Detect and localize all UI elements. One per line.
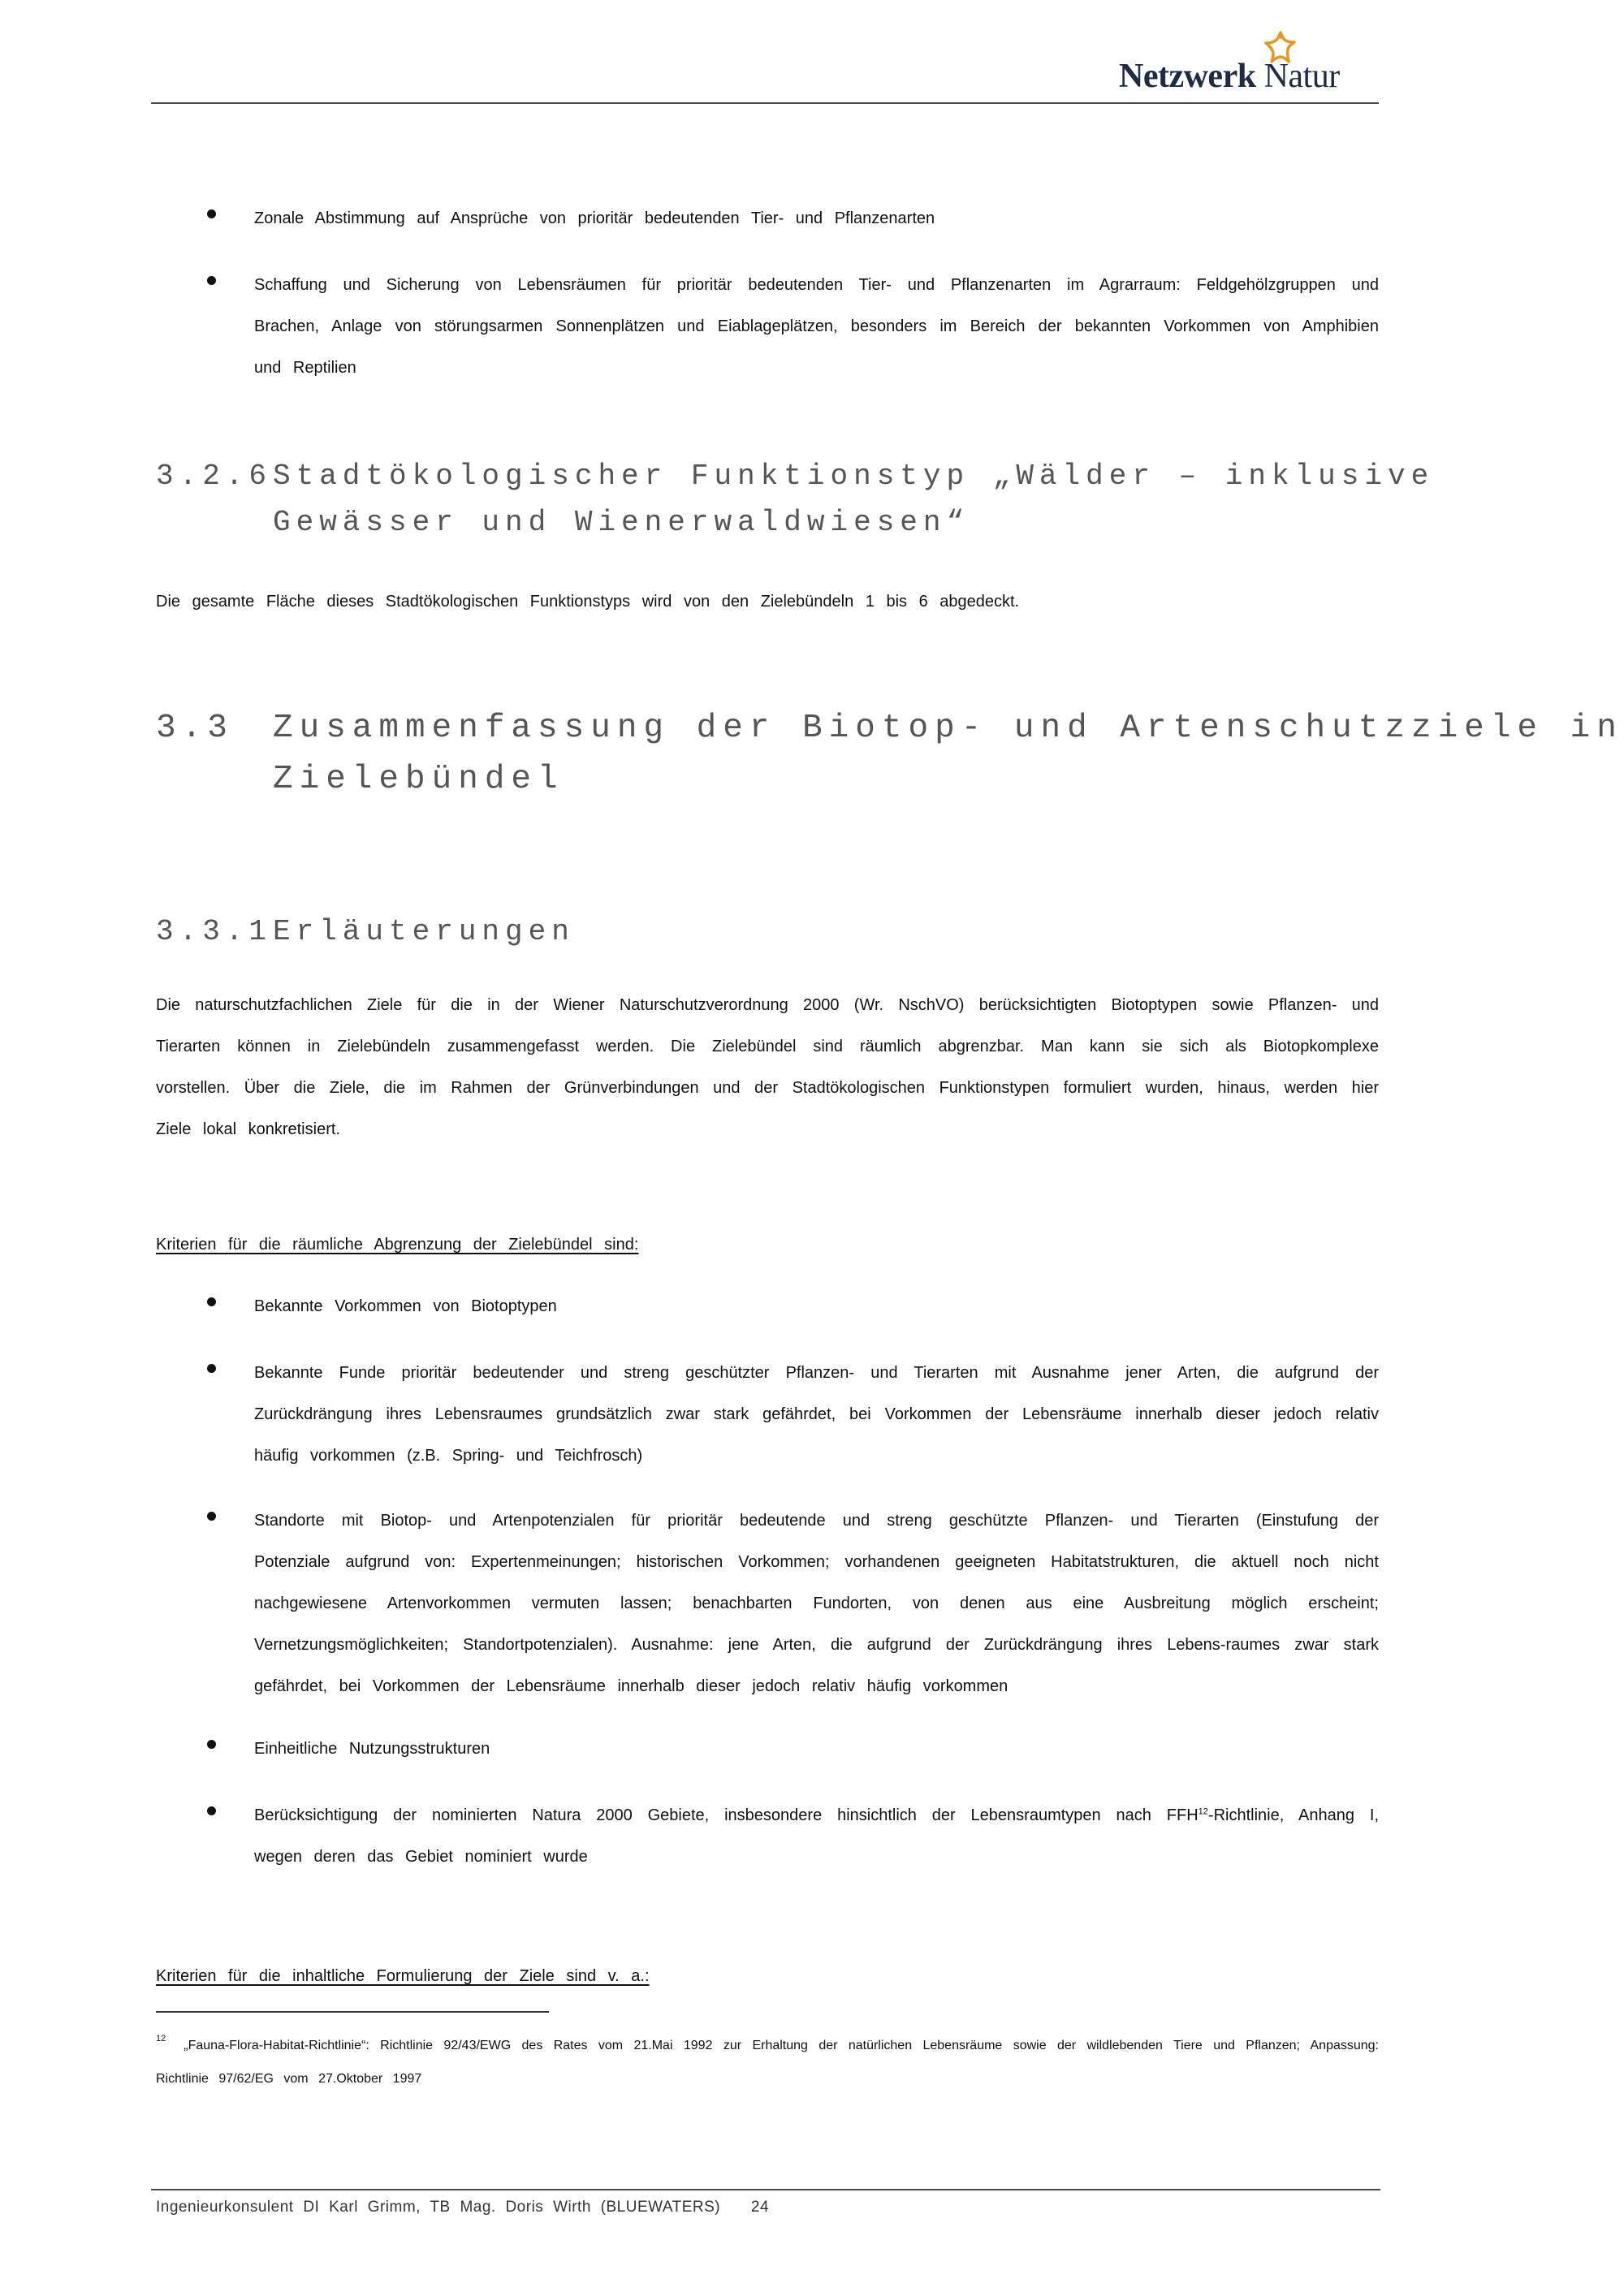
bullet-dot [207, 1740, 216, 1749]
footnote-reference[interactable]: 12 [1198, 1806, 1208, 1817]
footnote-rule [156, 2011, 549, 2013]
bullet-dot [207, 1364, 216, 1373]
bullet-dot [207, 276, 216, 285]
criteria-item: Bekannte Funde prioritär bedeutender und streng geschützter Pflanzen- und Tierarten mit Ausnahme jener Arten, die aufgrund der Zurückdrängung ihres Lebensraumes grundsätzlich zwar stark gefährdet, bei Vorkommen der Lebensräume innerhalb dieser jedoch relativ häufig vorkommen (z.B. Spring- und Teichfrosch) [254, 1364, 1379, 1465]
bullet-text: Schaffung und Sicherung von Lebensräumen für prioritär bedeutenden Tier- und Pflanzenarten im Agrarraum: Feldgehölzgruppen und Brachen, Anlage von störungsarmen Sonnenplätzen und Eiablageplätzen, besonders im Bereich der bekannten Vorkommen von Amphibien und Reptilien [254, 276, 1379, 377]
footnote [156, 2030, 1379, 2095]
footnote-number: 12 [156, 2034, 166, 2044]
page-footer [156, 2199, 769, 2216]
criteria-item: Standorte mit Biotop- und Artenpotenzialen für prioritär bedeutende und streng geschützte Pflanzen- und Tierarten (Einstufung der Potenziale aufgrund von: Expertenmeinungen; historischen Vorkommen; vorhandenen geeigneten Habitatstrukturen, die aktuell noch nicht nachgewiesene Artenvorkommen vermuten lassen; benachbarten Fundorten, von denen aus eine Ausbreitung möglich erscheint; Vernetzungsmöglichkeiten; Standortpotenzialen). Ausnahme: jene Arten, die aufgrund der Zurückdrängung ihres Lebens-raumes zwar stark gefährdet, bei Vorkommen der Lebensräume innerhalb dieser jedoch relativ häufig vorkommen [254, 1512, 1379, 1695]
criteria-content-heading: Kriterien für die inhaltliche Formulierung der Ziele sind v. a.: [156, 1967, 650, 1985]
header-rule [151, 102, 1379, 104]
section-3-3-title-line2: Zielebündel [273, 761, 564, 798]
criteria-item-text: -Richtlinie, Anhang I, wegen deren das Gebiet nominiert wurde [254, 1806, 1380, 1866]
section-3-3-1-number: 3.3.1 [156, 915, 273, 948]
footnote-text: „Fauna-Flora-Habitat-Richtlinie“: Richtlinie 92/43/EWG des Rates vom 21.Mai 1992 zur Erhaltung der natürlichen Lebensräume sowie der wildlebenden Tiere und Pflanzen; Anpassung: Richtlinie 97/62/EG vom 27.Oktober 1997 [156, 2039, 1379, 2086]
criteria-spatial-heading: Kriterien für die räumliche Abgrenzung der Zielebündel sind: [156, 1236, 639, 1254]
logo-bold-text: Netzwerk [1119, 58, 1256, 95]
bullet-dot [207, 1806, 216, 1815]
logo-wordmark [1119, 57, 1340, 96]
section-3-3-1-title: Erläuterungen [273, 915, 575, 948]
section-3-2-6-number: 3.2.6 [156, 460, 273, 493]
criteria-item: Einheitliche Nutzungsstrukturen [254, 1740, 490, 1758]
bullet-dot [207, 209, 216, 218]
logo-regular-text: Natur [1263, 58, 1340, 95]
bullet-text: Zonale Abstimmung auf Ansprüche von prioritär bedeutenden Tier- und Pflanzenarten [254, 209, 935, 227]
section-3-3-1-body: Die naturschutzfachlichen Ziele für die in der Wiener Naturschutzverordnung 2000 (Wr. NschVO) berücksichtigten Biotoptypen sowie Pflanzen- und Tierarten können in Zielebündeln zusammengefasst werden. Die Zielebündel sind räumlich abgrenzbar. Man kann sie sich als Biotopkomplexe vorstellen. Über die Ziele, die im Rahmen der Grünverbindungen und der Stadtökologischen Funktionstypen formuliert wurden, hinaus, werden hier Ziele lokal konkretisiert. [156, 996, 1379, 1138]
bullet-dot [207, 1512, 216, 1521]
page-number: 24 [750, 2199, 770, 2216]
criteria-item [254, 1795, 1379, 1878]
section-3-2-6-title-line2: Gewässer und Wienerwaldwiesen“ [273, 506, 970, 539]
section-3-3-title-line1: Zusammenfassung der Biotop- und Artenschutzziele in [273, 710, 1623, 747]
criteria-item: Bekannte Vorkommen von Biotoptypen [254, 1297, 557, 1315]
section-3-2-6-body: Die gesamte Fläche dieses Stadtökologischen Funktionstyps wird von den Zielebündeln 1 bis 6 abgedeckt. [156, 593, 1020, 611]
footer-text: Ingenieurkonsulent DI Karl Grimm, TB Mag. Doris Wirth (BLUEWATERS) [156, 2199, 721, 2216]
section-3-3-number: 3.3 [156, 710, 233, 747]
bullet-dot [207, 1297, 216, 1306]
footer-rule [151, 2189, 1380, 2190]
netzwerk-natur-logo [1119, 31, 1379, 99]
section-3-2-6-title-line1: Stadtökologischer Funktionstyp „Wälder – inklusive [273, 460, 1435, 493]
criteria-item-text: Berücksichtigung der nominierten Natura 2000 Gebiete, insbesondere hinsichtlich der Lebensraumtypen nach FFH [254, 1806, 1199, 1824]
